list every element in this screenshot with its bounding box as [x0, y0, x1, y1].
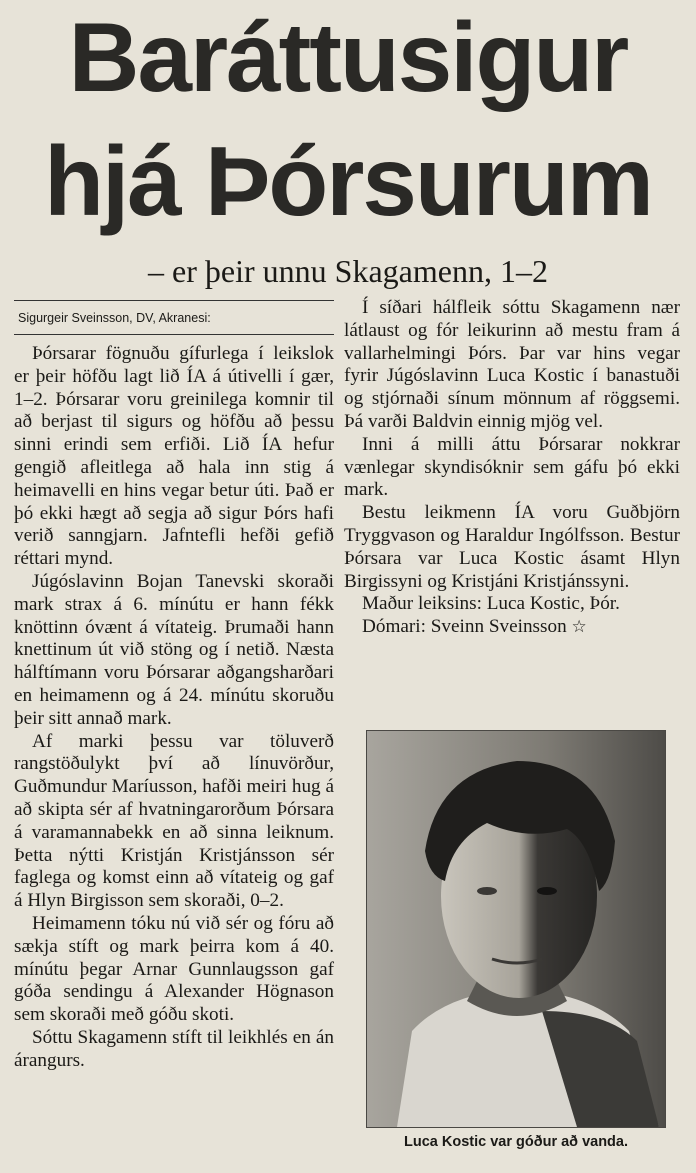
paragraph: Í síðari hálfleik sóttu Skagamenn nær látlaust og fór leikurinn að mestu fram á vallarhelmingi Þórs. Þar var hins vegar fyrir Júgóslavinn Luca Kostic í banastuði og stjórnaði sínum mönnum af röggsemi. Þá varði Baldvin einnig mjög vel. [344, 297, 680, 432]
paragraph: Sóttu Skagamenn stíft til leikhlés en án árangurs. [14, 1026, 334, 1071]
paragraph [344, 616, 680, 639]
subtitle: – er þeir unnu Skagamenn, 1–2 [148, 253, 548, 289]
byline: Sigurgeir Sveinsson, DV, Akranesi: [14, 300, 334, 335]
player-photo [366, 730, 666, 1128]
headline-line-2: hjá Þórsurum [44, 126, 652, 236]
right-column [344, 297, 680, 639]
paragraph: Júgóslavinn Bojan Tanevski skoraði mark strax á 6. mínútu er hann fékk knöttinn óvænt á vítateig. Þrumaði hann knettinum út við stöng og í netið. Næsta hálftímann voru Þórsarar aðgangsharðari en heimamenn og á 24. mínútu skoruðu þeir sitt annað mark. [14, 570, 334, 729]
paragraph: Maður leiksins: Luca Kostic, Þór. [362, 593, 620, 615]
paragraph: Inni á milli áttu Þórsarar nokkrar vænlegar skyndisóknir sem gáfu þó ekki mark. [344, 433, 680, 501]
paragraph: Bestu leikmenn ÍA voru Guðbjörn Tryggvason og Haraldur Ingólfsson. Bestur Þórsara var Luca Kostic ásamt Hlyn Birgissyni og Kristjáni Kristjánssyni. [344, 502, 680, 592]
paragraph: Heimamenn tóku nú við sér og fóru að sækja stíft og mark þeirra kom á 40. mínútu þegar Arnar Gunnlaugsson gaf góða sendingu á Alexander Högnason sem skoraði með góðu skoti. [14, 912, 334, 1026]
left-column [14, 300, 334, 1073]
paragraph: Af marki þessu var töluverð rangstöðulykt því að línuvörður, Guðmundur Maríusson, hafði meiri hug á að skipta sér af hvatningarorðum Þórsara á varamannabekk en að sinna leiknum. Þetta nýtti Kristján Kristjánsson sér faglega og komst einn að vítateig og gaf á Hlyn Birgisson sem skoraði, 0–2. [14, 730, 334, 912]
paragraph: Þórsarar fögnuðu gífurlega í leikslok er þeir höfðu lagt lið ÍA á útivelli í gær, 1–2. Þórsarar voru greinilega komnir til að berjast til sigurs og höfðu að þessu sinni erindi sem erfiði. Lið ÍA hefur gengið afleitlega að hala inn stig á heimavelli en hins vegar betur úti. Það er þó ekki hægt að segja að sigur Þórs hafi verið sanngjarn. Jafntefli hefði gefið réttari mynd. [14, 343, 334, 570]
referee-line: Dómari: Sveinn Sveinsson [362, 616, 567, 638]
headline-line-1: Baráttusigur [68, 2, 628, 112]
photo-caption: Luca Kostic var góður að vanda. [404, 1134, 628, 1150]
portrait-image [367, 731, 665, 1127]
star-rating-icon: ☆ [571, 617, 587, 637]
